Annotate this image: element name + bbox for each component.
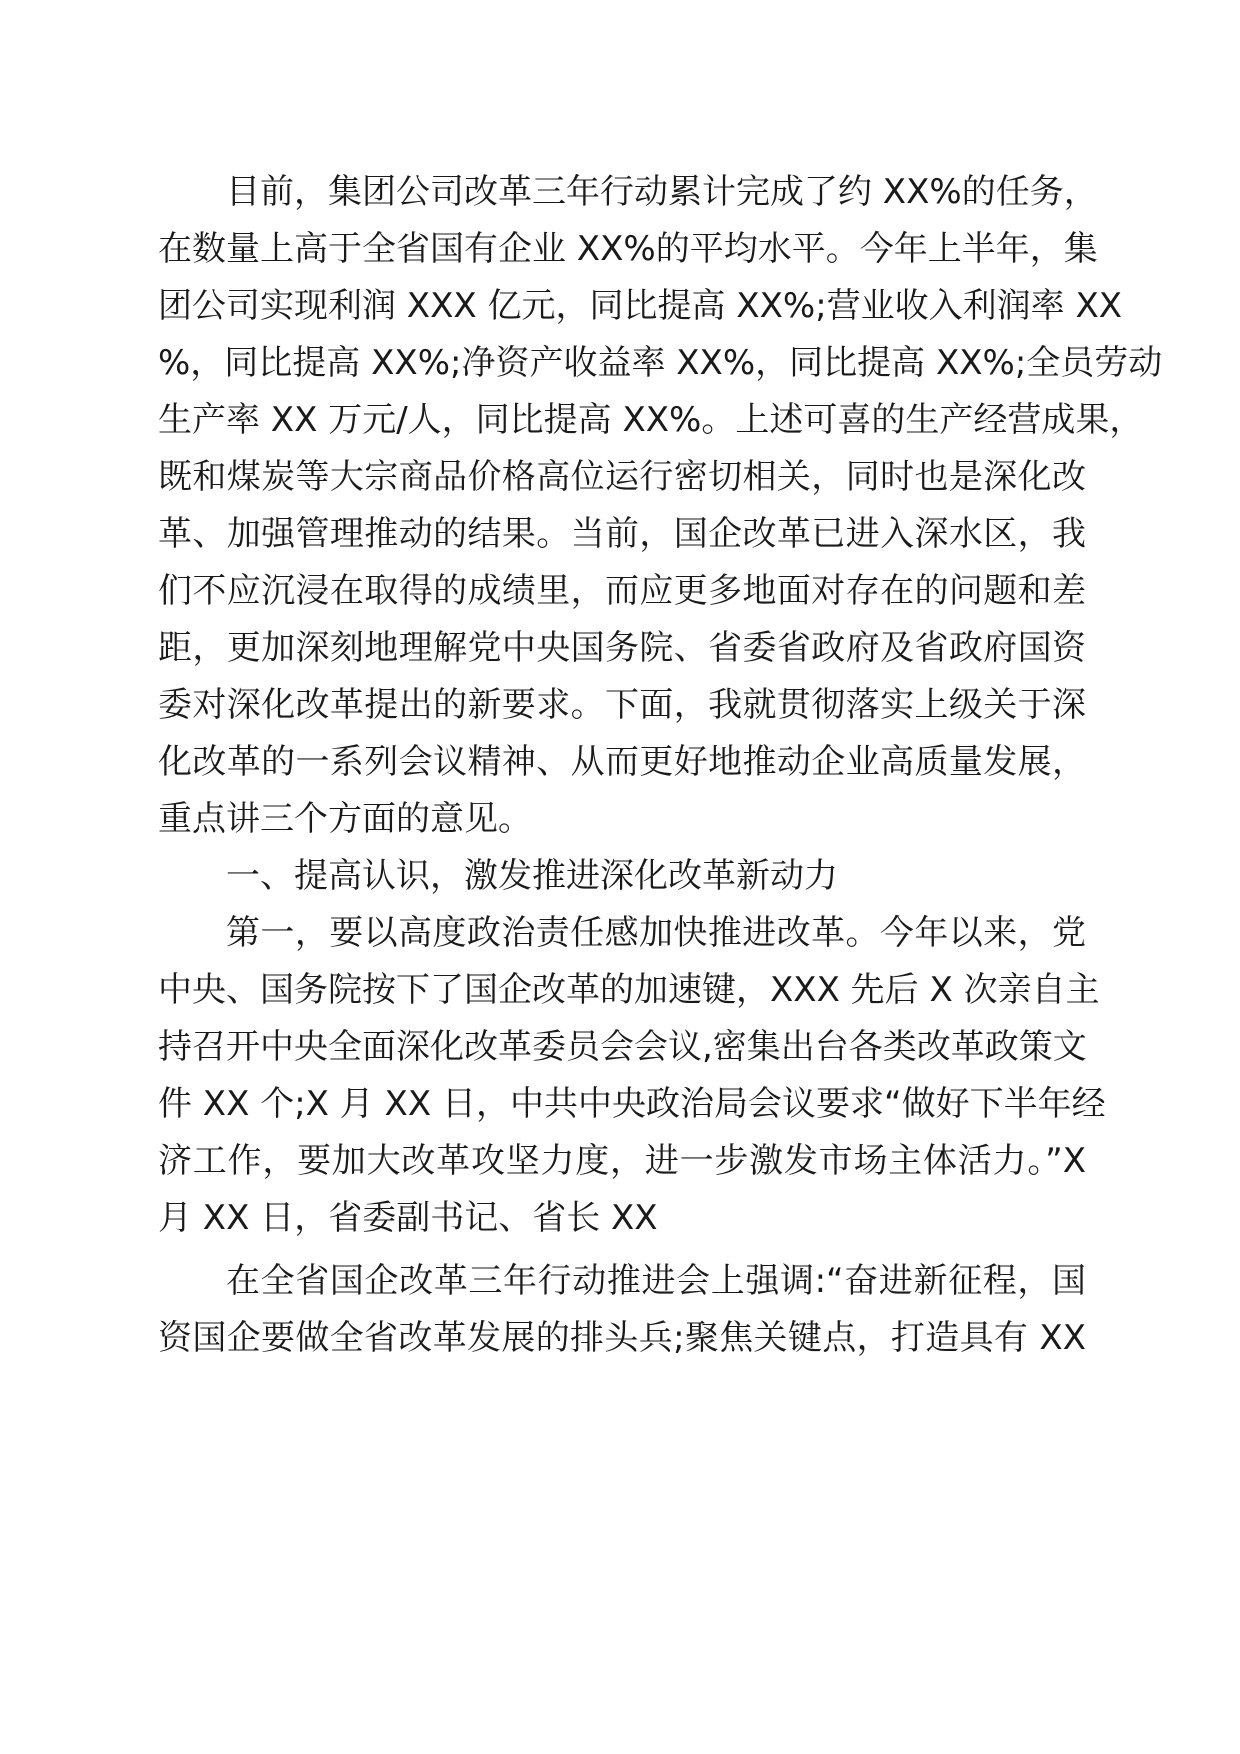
paragraph-1-line-1: 目前，集团公司改革三年行动累计完成了约 XX%的任务， bbox=[226, 172, 1098, 212]
paragraph-2-line-4: 件 XX 个;X 月 XX 日，中共中央政治局会议要求“做好下半年经 bbox=[158, 1084, 1106, 1124]
paragraph-1-line-4: %，同比提高 XX%;净资产收益率 XX%，同比提高 XX%;全员劳动 bbox=[158, 343, 1163, 383]
paragraph-1-line-8: 们不应沉浸在取得的成绩里，而应更多地面对存在的问题和差 bbox=[158, 571, 1086, 611]
paragraph-3-line-1: 在全省国企改革三年行动推进会上强调:“奋进新征程，国 bbox=[226, 1261, 1086, 1301]
paragraph-2-line-3: 持召开中央全面深化改革委员会会议,密集出台各类改革政策文 bbox=[158, 1027, 1087, 1067]
section-heading: 一、提高认识，激发推进深化改革新动力 bbox=[226, 856, 838, 896]
paragraph-1-line-3: 团公司实现利润 XXX 亿元，同比提高 XX%;营业收入利润率 XX bbox=[158, 286, 1123, 326]
paragraph-2-line-1: 第一，要以高度政治责任感加快推进改革。今年以来，党 bbox=[226, 913, 1086, 953]
paragraph-1-line-9: 距，更加深刻地理解党中央国务院、省委省政府及省政府国资 bbox=[158, 628, 1086, 668]
paragraph-1-line-10: 委对深化改革提出的新要求。下面，我就贯彻落实上级关于深 bbox=[158, 685, 1086, 725]
paragraph-2-line-6: 月 XX 日，省委副书记、省长 XX bbox=[158, 1198, 658, 1238]
paragraph-1-line-5: 生产率 XX 万元/人，同比提高 XX%。上述可喜的生产经营成果， bbox=[158, 400, 1144, 440]
paragraph-1-line-2: 在数量上高于全省国有企业 XX%的平均水平。今年上半年，集 bbox=[158, 229, 1098, 269]
paragraph-1-line-12: 重点讲三个方面的意见。 bbox=[158, 799, 532, 839]
paragraph-1-line-6: 既和煤炭等大宗商品价格高位运行密切相关，同时也是深化改 bbox=[158, 457, 1086, 497]
paragraph-1-line-7: 革、加强管理推动的结果。当前，国企改革已进入深水区，我 bbox=[158, 514, 1086, 554]
paragraph-1-line-11: 化改革的一系列会议精神、从而更好地推动企业高质量发展， bbox=[158, 742, 1086, 782]
paragraph-2-line-5: 济工作，要加大改革攻坚力度，进一步激发市场主体活力。”X bbox=[158, 1141, 1086, 1181]
paragraph-2-line-2: 中央、国务院按下了国企改革的加速键，XXX 先后 X 次亲自主 bbox=[158, 970, 1100, 1010]
paragraph-3-line-2: 资国企要做全省改革发展的排头兵;聚焦关键点，打造具有 XX bbox=[158, 1318, 1086, 1358]
